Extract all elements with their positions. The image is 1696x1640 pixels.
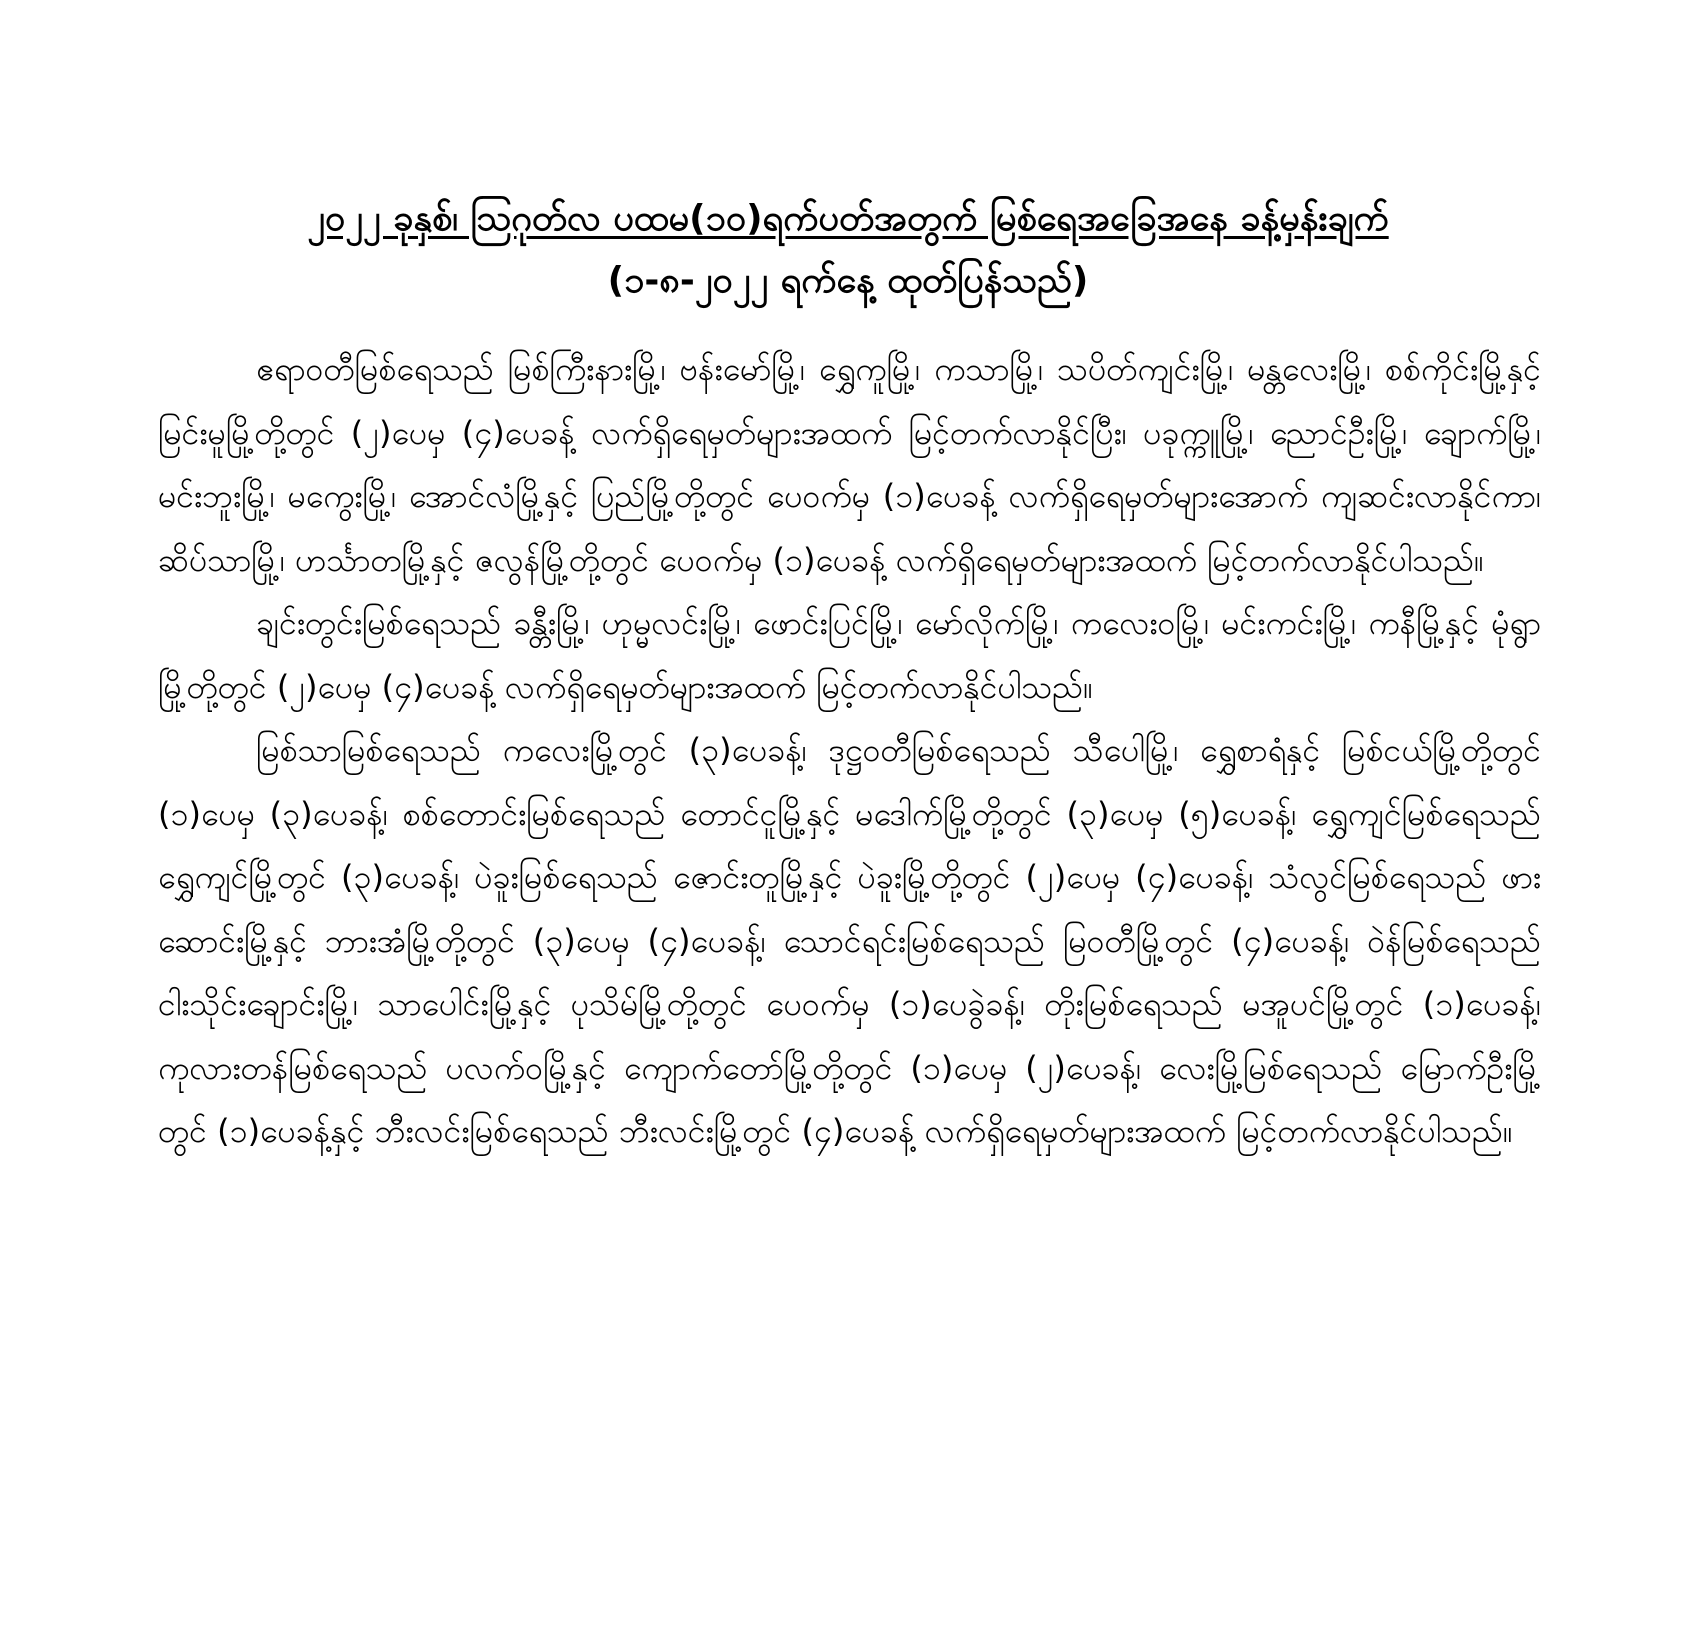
document-body (158, 338, 1541, 1164)
title-block (150, 188, 1546, 312)
paragraph-other-rivers: မြစ်သာမြစ်ရေသည် ကလေးမြို့တွင် (၃)ပေခန့်၊ ဒုဋ္ဌဝတီမြစ်ရေသည် သီပေါမြို့၊ ရွှေစာရံနှင့် မြစ်ငယ်မြို့တို့တွင် (၁)ပေမှ (၃)ပေခန့်၊ စစ်တောင်းမြစ်ရေသည် တောင်ငူမြို့နှင့် မဒေါက်မြို့တို့တွင် (၃)ပေမှ (၅)ပေခန့်၊ ရွှေကျင်မြစ်ရေသည် ရွှေကျင်မြို့တွင် (၃)ပေခန့်၊ ပဲခူးမြစ်ရေသည် ဇောင်းတူမြို့နှင့် ပဲခူးမြို့တို့တွင် (၂)ပေမှ (၄)ပေခန့်၊ သံလွင်မြစ်ရေသည် ဖားဆောင်းမြို့နှင့် ဘားအံမြို့တို့တွင် (၃)ပေမှ (၄)ပေခန့်၊ သောင်ရင်းမြစ်ရေသည် မြဝတီမြို့တွင် (၄)ပေခန့်၊ ဝဲန်မြစ်ရေသည် ငါးသိုင်းချောင်းမြို့၊ သာပေါင်းမြို့နှင့် ပုသိမ်မြို့တို့တွင် ပေ၀က်မှ (၁)ပေခွဲခန့်၊ တိုးမြစ်ရေသည် မအူပင်မြို့တွင် (၁)ပေခန့်၊ ကုလားတန်မြစ်ရေသည် ပလက်ဝမြို့နှင့် ကျောက်တော်မြို့တို့တွင် (၁)ပေမှ (၂)ပေခန့်၊ လေးမြို့မြစ်ရေသည် မြောက်ဦးမြို့တွင် (၁)ပေခန့်နှင့် ဘီးလင်းမြစ်ရေသည် ဘီးလင်းမြို့တွင် (၄)ပေခန့် လက်ရှိရေမှတ်များအထက် မြင့်တက်လာနိုင်ပါသည်။ (158, 731, 1541, 1150)
document-title: ၂၀၂၂ ခုနှစ်၊ ဩဂုတ်လ ပထမ(၁၀)ရက်ပတ်အတွက် မြစ်ရေအခြေအနေ ခန့်မှန်းချက် (307, 198, 1389, 239)
document-subtitle: (၁-၈-၂၀၂၂ ရက်နေ့ ထုတ်ပြန်သည်) (607, 260, 1089, 301)
paragraph-ayeyarwady: ဧရာဝတီမြစ်ရေသည် မြစ်ကြီးနားမြို့၊ ဗန်းမော်မြို့၊ ရွှေကူမြို့၊ ကသာမြို့၊ သပိတ်ကျင်းမြို့၊ မန္တလေးမြို့၊ စစ်ကိုင်းမြို့နှင့် မြင်းမူမြို့တို့တွင် (၂)ပေမှ (၄)ပေခန့် လက်ရှိရေမှတ်များအထက် မြင့်တက်လာနိုင်ပြီး၊ ပခုက္ကူမြို့၊ ညောင်ဦးမြို့၊ ချောက်မြို့၊ မင်းဘူးမြို့၊ မကွေးမြို့၊ အောင်လံမြို့နှင့် ပြည်မြို့တို့တွင် ပေ၀က်မှ (၁)ပေခန့် လက်ရှိရေမှတ်များအောက် ကျဆင်းလာနိုင်ကာ၊ ဆိပ်သာမြို့၊ ဟင်္သာတမြို့နှင့် ဇလွန်မြို့တို့တွင် ပေ၀က်မှ (၁)ပေခန့် လက်ရှိရေမှတ်များအထက် မြင့်တက်လာနိုင်ပါသည်။ (158, 350, 1541, 579)
paragraph-chindwin: ချင်းတွင်းမြစ်ရေသည် ခန္တီးမြို့၊ ဟုမ္မလင်းမြို့၊ ဖောင်းပြင်မြို့၊ မော်လိုက်မြို့၊ ကလေးဝမြို့၊ မင်းကင်းမြို့၊ ကနီမြို့နှင့် မုံရွာမြို့တို့တွင် (၂)ပေမှ (၄)ပေခန့် လက်ရှိရေမှတ်များအထက် မြင့်တက်လာနိုင်ပါသည်။ (158, 604, 1541, 706)
